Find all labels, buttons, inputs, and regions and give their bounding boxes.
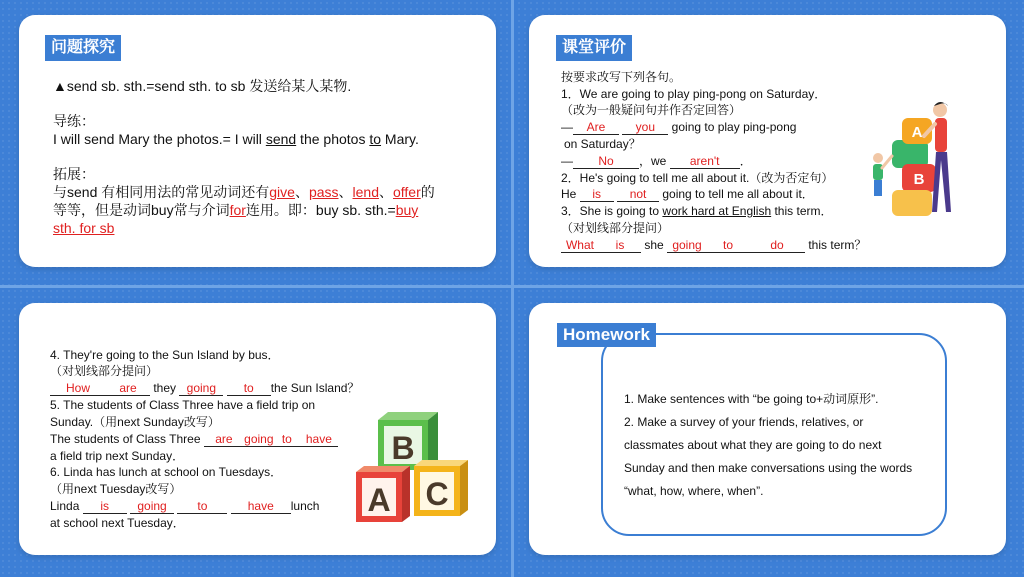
q4-answer-line: How are they going to the Sun Island？ (50, 380, 359, 396)
q1-question-line: — Are you going to play ping-pong (561, 120, 797, 134)
child-head (873, 153, 883, 163)
q6-sentence: 6. Linda has lunch at school on Tuesdays． (50, 465, 283, 479)
homework-tag: Homework (557, 323, 656, 347)
extension-label: 拓展： (53, 166, 95, 182)
abc-blocks-illustration (352, 412, 476, 526)
q5-sentence: 5. The students of Class Three have a field trip on (50, 398, 316, 412)
q3-answer-line: What is she going to do this term？ (561, 237, 866, 253)
horizontal-divider (0, 285, 1024, 288)
extension-line-2: 等等，但是动词buy常与介词for连用。即：buy sb. sth.=buy (53, 202, 419, 218)
child-legs (874, 180, 882, 196)
homework-line-5: “what, how, where, when”. (624, 484, 764, 498)
q6-answer-line-2: at school next Tuesday． (50, 516, 185, 530)
q5-note: Sunday.（用next Sunday改写） (50, 415, 220, 429)
q4-note: （对划线部分提问） (50, 364, 159, 378)
rule-line: ▲send sb. sth.=send sth. to sb 发送给某人某物. (53, 78, 352, 94)
block-yellow-bottom (892, 190, 932, 216)
q5-answer-line-2: a field trip next Sunday． (50, 449, 185, 463)
q2-answer-line: He is not going to tell me all about it． (561, 187, 814, 201)
block-letter-a2: A (367, 482, 391, 518)
homework-line-4: Sunday and then make conversations using the words (624, 461, 913, 475)
q5-answer-line: The students of Class Three are going to have (50, 431, 338, 447)
instruction: 按要求改写下列各句。 (561, 70, 682, 84)
woman-with-blocks-illustration (866, 100, 976, 220)
homework-line-2: 2. Make a survey of your friends, relatives, or (624, 415, 864, 429)
practice-example: I will send Mary the photos.= I will send the photos to Mary. (53, 131, 419, 147)
homework-box (601, 333, 947, 536)
block-letter-b: B (913, 171, 925, 188)
block-letter-b2: B (391, 430, 415, 466)
extension-line-1: 与send 有相同用法的常见动词还有give、pass、lend、offer的 (53, 184, 435, 200)
q6-note: （用next Tuesday改写） (50, 482, 182, 496)
woman-body (935, 118, 947, 152)
q1-question-line-2: on Saturday？ (564, 137, 641, 151)
q1-note: （改为一般疑问句并作否定回答） (561, 103, 742, 117)
q1-sentence: 1．We are going to play ping-pong on Saturday． (561, 87, 827, 101)
q6-answer-line: Linda is going to have lunch (50, 499, 320, 513)
extension-line-3: sth. for sb (53, 220, 115, 236)
homework-line-1: 1. Make sentences with “be going to+动词原形”. (624, 392, 879, 406)
q4-sentence: 4. They're going to the Sun Island by bus． (50, 348, 280, 362)
practice-label: 导练： (53, 113, 95, 129)
q1-answer-line: — No ，we aren't ． (561, 154, 752, 168)
block-letter-a: A (911, 124, 923, 141)
homework-line-3: classmates about what they are going to do next (624, 438, 882, 452)
q3-note: （对划线部分提问） (561, 221, 670, 235)
q2-sentence: 2．He's going to tell me all about it.（改为否定句） (561, 171, 834, 185)
block-green-top (892, 140, 928, 168)
block-letter-c: C (425, 476, 449, 512)
woman-legs (932, 152, 951, 212)
panel2-tag: 课堂评价 (556, 35, 632, 61)
q3-sentence: 3．She is going to work hard at English this term． (561, 204, 833, 218)
panel1-tag: 问题探究 (45, 35, 121, 61)
vertical-divider (511, 0, 514, 577)
